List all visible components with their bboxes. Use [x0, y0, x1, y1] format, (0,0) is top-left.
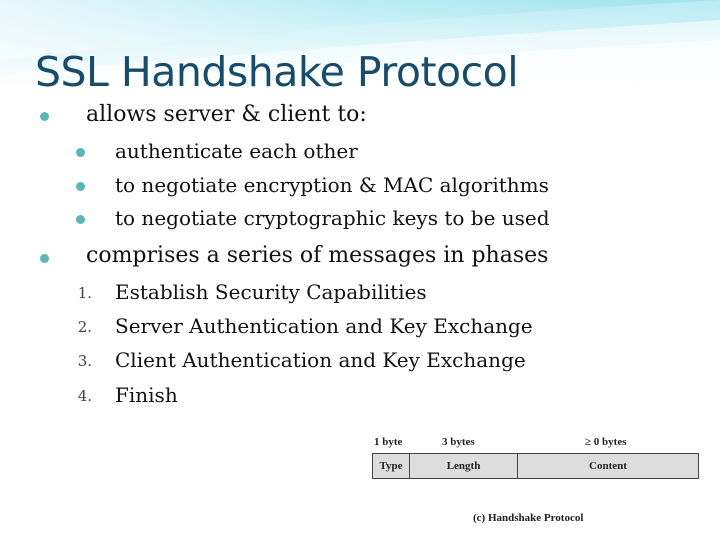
- sub-bullet-dot: [76, 182, 85, 191]
- message-format-bar: [372, 453, 699, 479]
- handshake-format-figure: [366, 428, 704, 528]
- slide-title: SSL Handshake Protocol: [35, 48, 519, 96]
- sub-bullet-text: authenticate each other: [115, 139, 358, 163]
- numbered-item-text: Establish Security Capabilities: [115, 280, 427, 304]
- bullet-dot: [40, 254, 49, 263]
- sub-bullet-text: to negotiate cryptographic keys to be used: [115, 206, 550, 230]
- size-label-content: ≥ 0 bytes: [585, 436, 627, 448]
- numbered-item-text: Client Authentication and Key Exchange: [115, 348, 526, 372]
- field-content: Content: [589, 460, 627, 472]
- sub-bullet-dot: [76, 215, 85, 224]
- field-type: Type: [379, 460, 403, 472]
- size-label-length: 3 bytes: [442, 436, 475, 448]
- bullet-dot: [40, 112, 49, 121]
- numbered-item-text: Server Authentication and Key Exchange: [115, 314, 533, 338]
- figure-caption: (c) Handshake Protocol: [473, 512, 584, 524]
- list-number: 1.: [77, 284, 92, 302]
- list-number: 2.: [77, 318, 92, 336]
- field-length: Length: [446, 460, 481, 472]
- sub-bullet-text: to negotiate encryption & MAC algorithms: [115, 173, 549, 197]
- size-label-type: 1 byte: [374, 436, 403, 448]
- list-number: 4.: [77, 387, 92, 405]
- bullet-text: comprises a series of messages in phases: [86, 243, 549, 268]
- numbered-item-text: Finish: [115, 383, 178, 407]
- sub-bullet-dot: [76, 148, 85, 157]
- list-number: 3.: [77, 352, 92, 370]
- bullet-text: allows server & client to:: [86, 102, 367, 127]
